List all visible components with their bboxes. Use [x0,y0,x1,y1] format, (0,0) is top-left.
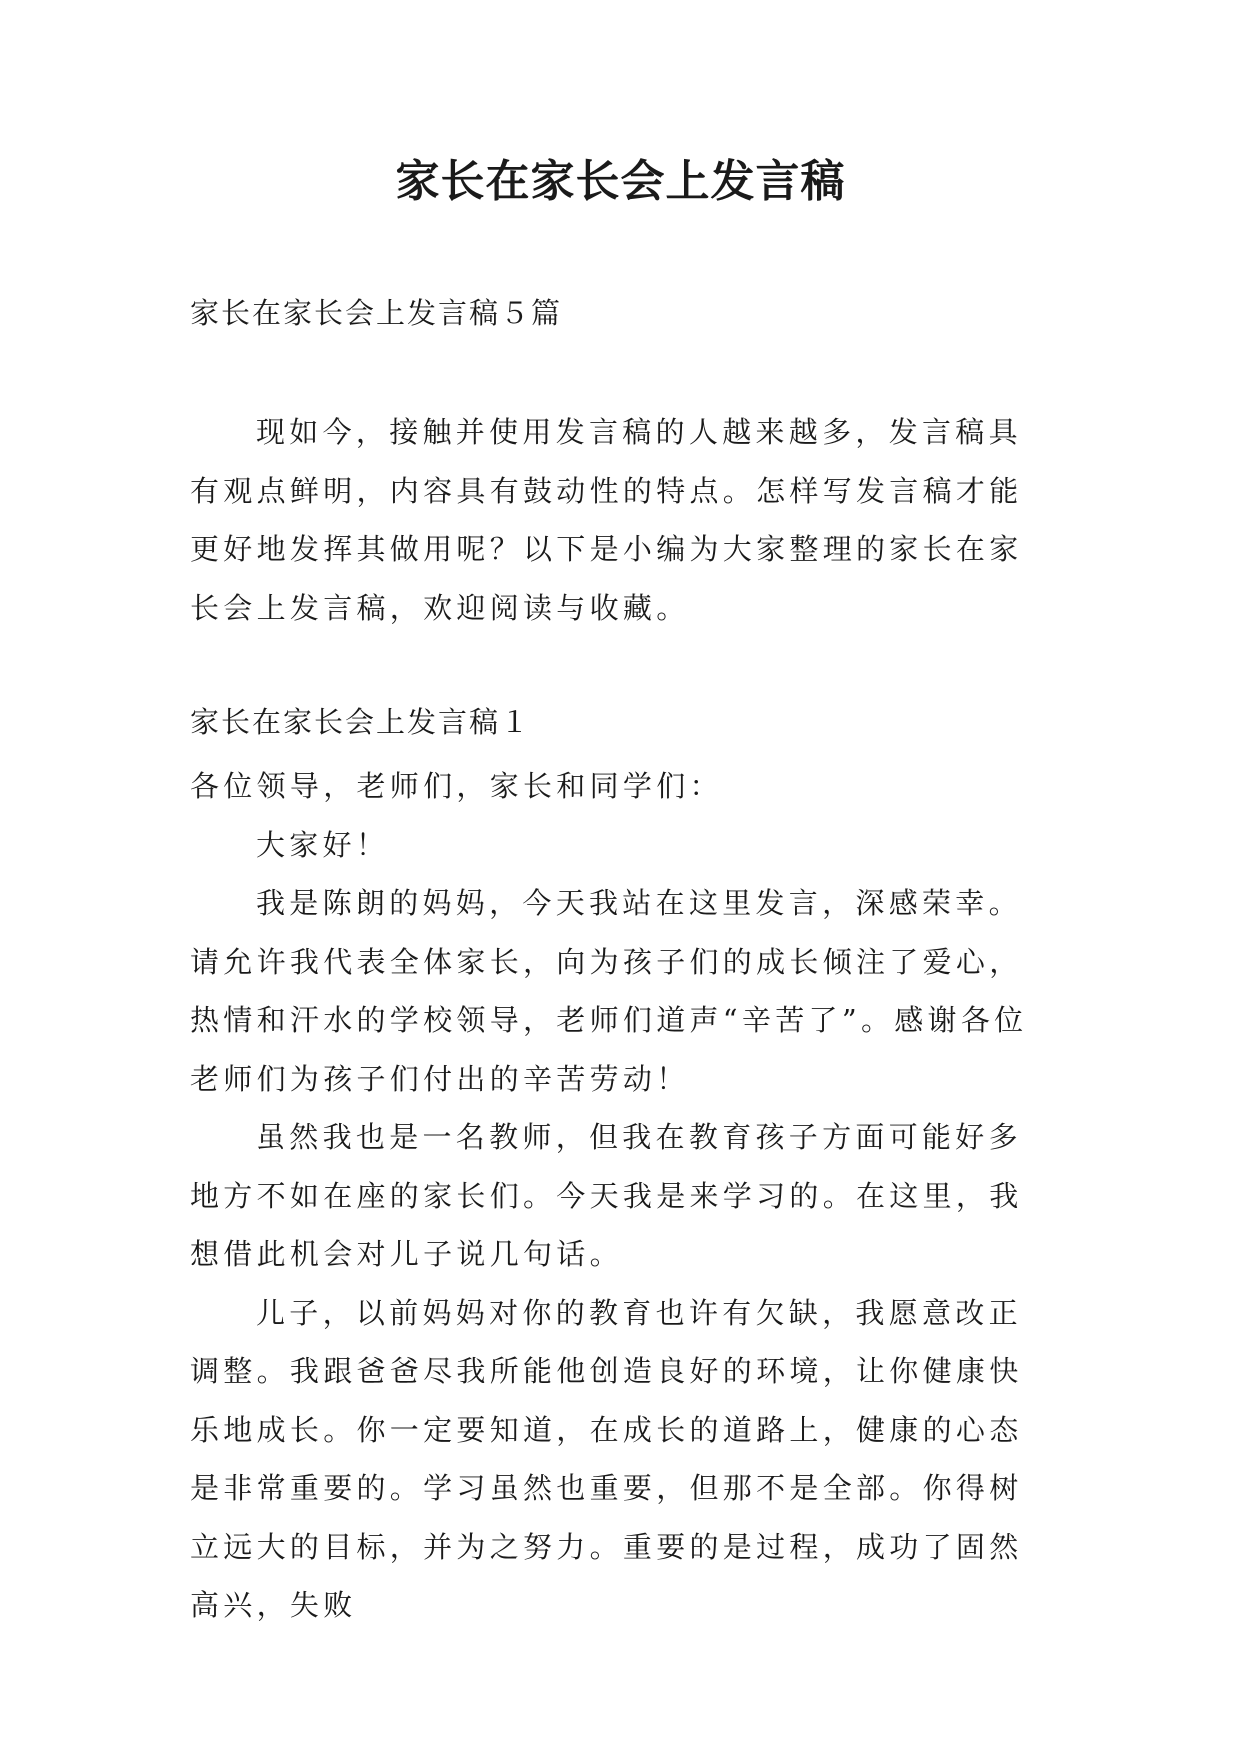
salutation: 各位领导，老师们，家长和同学们： [190,769,723,803]
document-title: 家长在家长会上发言稿 [395,156,846,207]
speech-section [190,757,1052,1635]
intro-paragraph: 现如今，接触并使用发言稿的人越来越多，发言稿具有观点鲜明，内容具有鼓动性的特点。怎样写发言稿才能更好地发挥其做用呢？以下是小编为大家整理的家长在家长会上发言稿，欢迎阅读与收藏。 [190,415,1023,625]
greeting: 大家好！ [256,827,390,862]
document-subtitle: 家长在家长会上发言稿５篇 [190,296,563,330]
speech-paragraph: 儿子，以前妈妈对你的教育也许有欠缺，我愿意改正调整。我跟爸爸尽我所能他创造良好的环境，让你健康快乐地成长。你一定要知道，在成长的道路上，健康的心态是非常重要的。学习虽然也重要，但那不是全部。你得树立远大的目标，并为之努力。重要的是过程，成功了固然高兴，失败 [190,1295,1023,1622]
speech-paragraph: 虽然我也是一名教师，但我在教育孩子方面可能好多地方不如在座的家长们。今天我是来学习的。在这里，我想借此机会对儿子说几句话。 [190,1120,1023,1271]
speech-paragraph: 我是陈朗的妈妈，今天我站在这里发言，深感荣幸。请允许我代表全体家长，向为孩子们的成长倾注了爱心，热情和汗水的学校领导，老师们道声“辛苦了”。感谢各位老师们为孩子们付出的辛苦劳动！ [190,886,1028,1096]
section-heading: 家长在家长会上发言稿１ [190,705,532,739]
intro-section [190,403,1052,637]
